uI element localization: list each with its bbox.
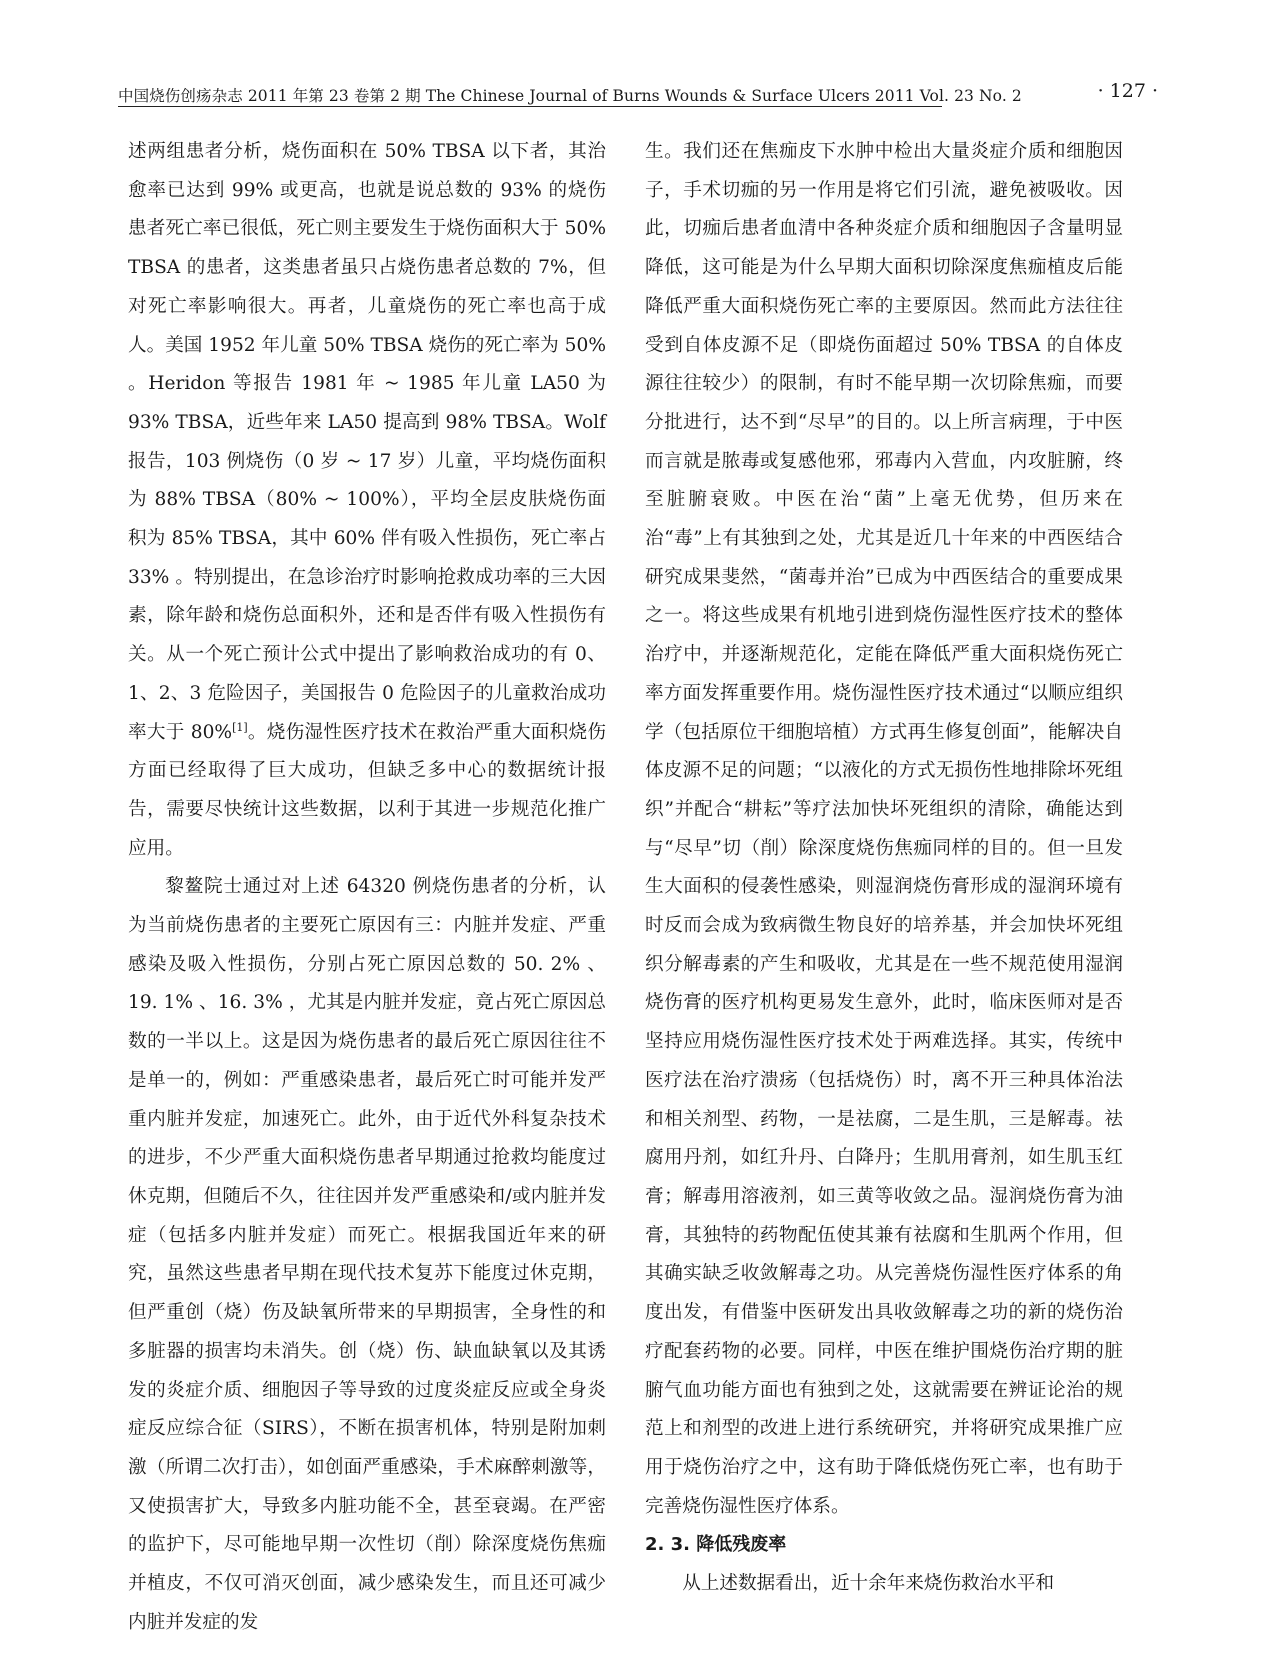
left-paragraph-1-text: 述两组患者分析，烧伤面积在 50% TBSA 以下者，其治愈率已达到 99% 或更高，也就是说总数的 93% 的烧伤患者死亡率已很低，死亡则主要发生于烧伤面积大于 50% TBSA 的患者，这类患者虽只占烧伤患者总数的 7%，但对死亡率影响很大。再者，儿童烧伤的死亡率也高于成人。美国 1952 年儿童 50% TBSA 烧伤的死亡率为 50% 。Heridon 等报告 1981 年 ~ 1985 年儿童 LA50 为 93% TBSA，近些年来 LA50 提高到 98% TBSA。Wolf 报告，103 例烧伤（0 岁 ~ 17 岁）儿童，平均烧伤面积为 88% TBSA（80% ~ 100%），平均全层皮肤烧伤面积为 85% TBSA，其中 60% 伴有吸入性损伤，死亡率占 33% 。特别提出，在急诊治疗时影响抢救成功率的三大因素，除年龄和烧伤总面积外，还和是否伴有吸入性损伤有关。从一个死亡预计公式中提出了影响救治成功的有 0、1、2、3 危险因子，美国报告 0 危险因子的儿童救治成功率大于 80% bbox=[128, 141, 606, 743]
header-rule bbox=[118, 106, 942, 107]
running-head-text: 中国烧伤创疡杂志 2011 年第 23 卷第 2 期 The Chinese Journal of Burns Wounds & Surface Ulcers 2011 Vol. 23 No. 2 bbox=[118, 87, 1022, 105]
right-column bbox=[645, 133, 1123, 1604]
running-header bbox=[118, 78, 1158, 108]
left-column bbox=[128, 133, 606, 1642]
citation-ref: [1] bbox=[232, 720, 248, 734]
left-paragraph-2: 黎鳌院士通过对上述 64320 例烧伤患者的分析，认为当前烧伤患者的主要死亡原因有三：内脏并发症、严重感染及吸入性损伤，分别占死亡原因总数的 50. 2% 、19. 1% 、16. 3% ，尤其是内脏并发症，竟占死亡原因总数的一半以上。这是因为烧伤患者的最后死亡原因往往不是单一的，例如：严重感染患者，最后死亡时可能并发严重内脏并发症，加速死亡。此外，由于近代外科复杂技术的进步，不少严重大面积烧伤患者早期通过抢救均能度过休克期，但随后不久，往往因并发严重感染和/或内脏并发症（包括多内脏并发症）而死亡。根据我国近年来的研究，虽然这些患者早期在现代技术复苏下能度过休克期，但严重创（烧）伤及缺氧所带来的早期损害，全身性的和多脏器的损害均未消失。创（烧）伤、缺血缺氧以及其诱发的炎症介质、细胞因子等导致的过度炎症反应或全身炎症反应综合征（SIRS），不断在损害机体，特别是附加刺激（所谓二次打击），如创面严重感染，手术麻醉刺激等，又使损害扩大，导致多内脏功能不全，甚至衰竭。在严密的监护下，尽可能地早期一次性切（削）除深度烧伤焦痂并植皮，不仅可消灭创面，减少感染发生，而且还可减少内脏并发症的发 bbox=[128, 876, 606, 1633]
right-paragraph-2: 从上述数据看出，近十余年来烧伤救治水平和 bbox=[682, 1573, 1055, 1595]
section-heading: 2. 3. 降低残废率 bbox=[645, 1534, 787, 1556]
left-paragraph-1 bbox=[128, 133, 606, 868]
page-number: · 127 · bbox=[1097, 80, 1158, 102]
right-paragraph-1: 生。我们还在焦痂皮下水肿中检出大量炎症介质和细胞因子，手术切痂的另一作用是将它们引流，避免被吸收。因此，切痂后患者血清中各种炎症介质和细胞因子含量明显降低，这可能是为什么早期大面积切除深度焦痂植皮后能降低严重大面积烧伤死亡率的主要原因。然而此方法往往受到自体皮源不足（即烧伤面超过 50% TBSA 的自体皮源往往较少）的限制，有时不能早期一次切除焦痂，而要分批进行，达不到“尽早”的目的。以上所言病理，于中医而言就是脓毒或复感他邪，邪毒内入营血，内攻脏腑，终至脏腑衰败。中医在治“菌”上毫无优势，但历来在治“毒”上有其独到之处，尤其是近几十年来的中西医结合研究成果斐然，“菌毒并治”已成为中西医结合的重要成果之一。将这些成果有机地引进到烧伤湿性医疗技术的整体治疗中，并逐渐规范化，定能在降低严重大面积烧伤死亡率方面发挥重要作用。烧伤湿性医疗技术通过“以顺应组织学（包括原位干细胞培植）方式再生修复创面”，能解决自体皮源不足的问题；“以液化的方式无损伤性地排除坏死组织”并配合“耕耘”等疗法加快坏死组织的清除，确能达到与“尽早”切（削）除深度烧伤焦痂同样的目的。但一旦发生大面积的侵袭性感染，则湿润烧伤膏形成的湿润环境有时反而会成为致病微生物良好的培养基，并会加快坏死组织分解毒素的产生和吸收，尤其是在一些不规范使用湿润烧伤膏的医疗机构更易发生意外，此时，临床医师对是否坚持应用烧伤湿性医疗技术处于两难选择。其实，传统中医疗法在治疗溃疡（包括烧伤）时，离不开三种具体治法和相关剂型、药物，一是祛腐，二是生肌，三是解毒。祛腐用丹剂，如红升丹、白降丹；生肌用膏剂，如生肌玉红膏；解毒用溶液剂，如三黄等收敛之品。湿润烧伤膏为油膏，其独特的药物配伍使其兼有祛腐和生肌两个作用，但其确实缺乏收敛解毒之功。从完善烧伤湿性医疗体系的角度出发，有借鉴中医研发出具收敛解毒之功的新的烧伤治疗配套药物的必要。同样，中医在维护围烧伤治疗期的脏腑气血功能方面也有独到之处，这就需要在辨证论治的规范上和剂型的改进上进行系统研究，并将研究成果推广应用于烧伤治疗之中，这有助于降低烧伤死亡率，也有助于完善烧伤湿性医疗体系。 bbox=[645, 141, 1123, 1517]
left-paragraph-1-tail: 。烧伤湿性医疗技术在救治严重大面积烧伤方面已经取得了巨大成功，但缺乏多中心的数据统计报告，需要尽快统计这些数据，以利于其进一步规范化推广应用。 bbox=[128, 721, 606, 859]
